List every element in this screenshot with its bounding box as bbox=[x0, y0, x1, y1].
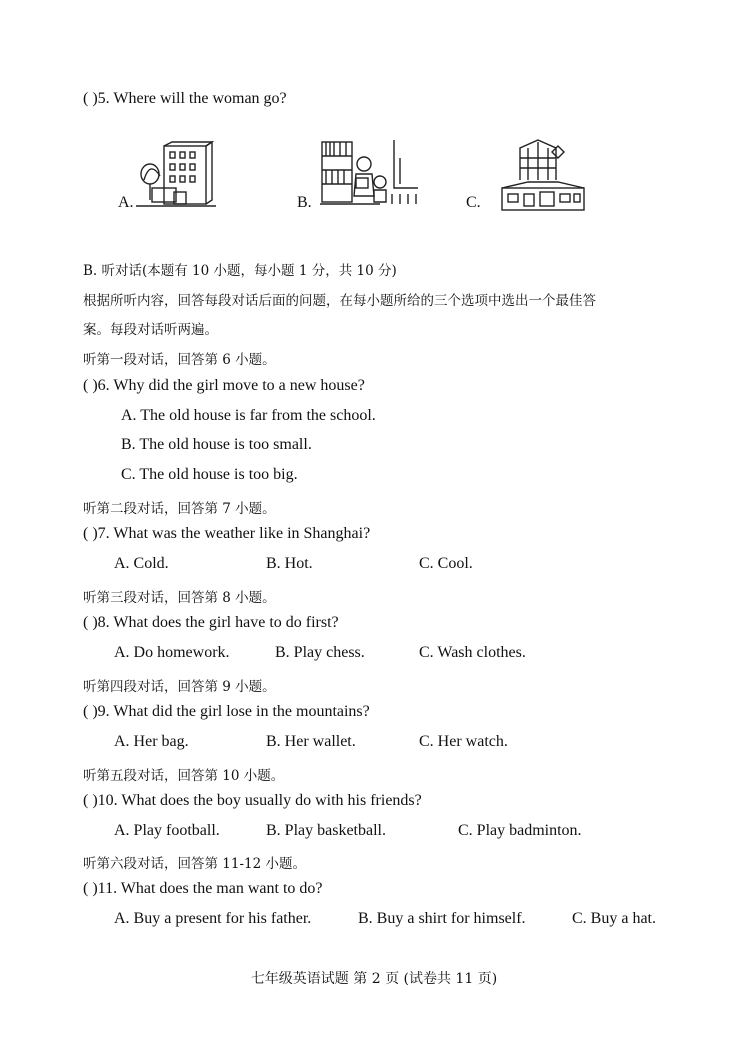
q9-option-b: B. Her wallet. bbox=[266, 733, 356, 750]
question-6: ( )6. Why did the girl move to a new house? bbox=[83, 377, 365, 394]
question-5: ( )5. Where will the woman go? bbox=[83, 90, 287, 107]
dialog-6-instruction: 听第六段对话，回答第 11-12 小题。 bbox=[83, 856, 307, 872]
section-b-instruction-1: 根据所听内容，回答每段对话后面的问题，在每小题所给的三个选项中选出一个最佳答 bbox=[83, 293, 596, 309]
q9-option-c: C. Her watch. bbox=[419, 733, 508, 750]
q11-option-b: B. Buy a shirt for himself. bbox=[358, 910, 526, 927]
q8-option-a: A. Do homework. bbox=[114, 644, 230, 661]
q11-option-a: A. Buy a present for his father. bbox=[114, 910, 312, 927]
building-icon bbox=[136, 140, 216, 212]
q7-option-c: C. Cool. bbox=[419, 555, 473, 572]
q7-option-a: A. Cold. bbox=[114, 555, 169, 572]
dialog-5-instruction: 听第五段对话，回答第 10 小题。 bbox=[83, 768, 285, 784]
library-icon bbox=[320, 138, 420, 210]
q5-option-a-label: A. bbox=[118, 194, 134, 211]
q6-option-b: B. The old house is too small. bbox=[121, 436, 312, 453]
q5-option-c-label: C. bbox=[466, 194, 481, 211]
dialog-3-instruction: 听第三段对话，回答第 8 小题。 bbox=[83, 590, 276, 606]
section-b-heading: B. 听对话(本题有 10 小题，每小题 1 分，共 10 分) bbox=[83, 263, 397, 279]
q10-option-a: A. Play football. bbox=[114, 822, 220, 839]
q10-option-c: C. Play badminton. bbox=[458, 822, 582, 839]
question-9: ( )9. What did the girl lose in the mountains? bbox=[83, 703, 370, 720]
question-11: ( )11. What does the man want to do? bbox=[83, 880, 323, 897]
dialog-4-instruction: 听第四段对话，回答第 9 小题。 bbox=[83, 679, 276, 695]
q5-option-b-label: B. bbox=[297, 194, 312, 211]
mall-icon bbox=[498, 136, 588, 214]
page-footer: 七年级英语试题 第 2 页 (试卷共 11 页) bbox=[250, 971, 498, 987]
q6-option-c: C. The old house is too big. bbox=[121, 466, 298, 483]
q10-option-b: B. Play basketball. bbox=[266, 822, 386, 839]
q7-option-b: B. Hot. bbox=[266, 555, 313, 572]
dialog-2-instruction: 听第二段对话，回答第 7 小题。 bbox=[83, 501, 276, 517]
q6-option-a: A. The old house is far from the school. bbox=[121, 407, 376, 424]
question-8: ( )8. What does the girl have to do first? bbox=[83, 614, 339, 631]
question-7: ( )7. What was the weather like in Shanghai? bbox=[83, 525, 371, 542]
dialog-1-instruction: 听第一段对话，回答第 6 小题。 bbox=[83, 352, 276, 368]
section-b-instruction-2: 案。每段对话听两遍。 bbox=[83, 322, 218, 338]
q9-option-a: A. Her bag. bbox=[114, 733, 189, 750]
q8-option-c: C. Wash clothes. bbox=[419, 644, 526, 661]
q11-option-c: C. Buy a hat. bbox=[572, 910, 656, 927]
q8-option-b: B. Play chess. bbox=[275, 644, 365, 661]
question-10: ( )10. What does the boy usually do with his friends? bbox=[83, 792, 422, 809]
